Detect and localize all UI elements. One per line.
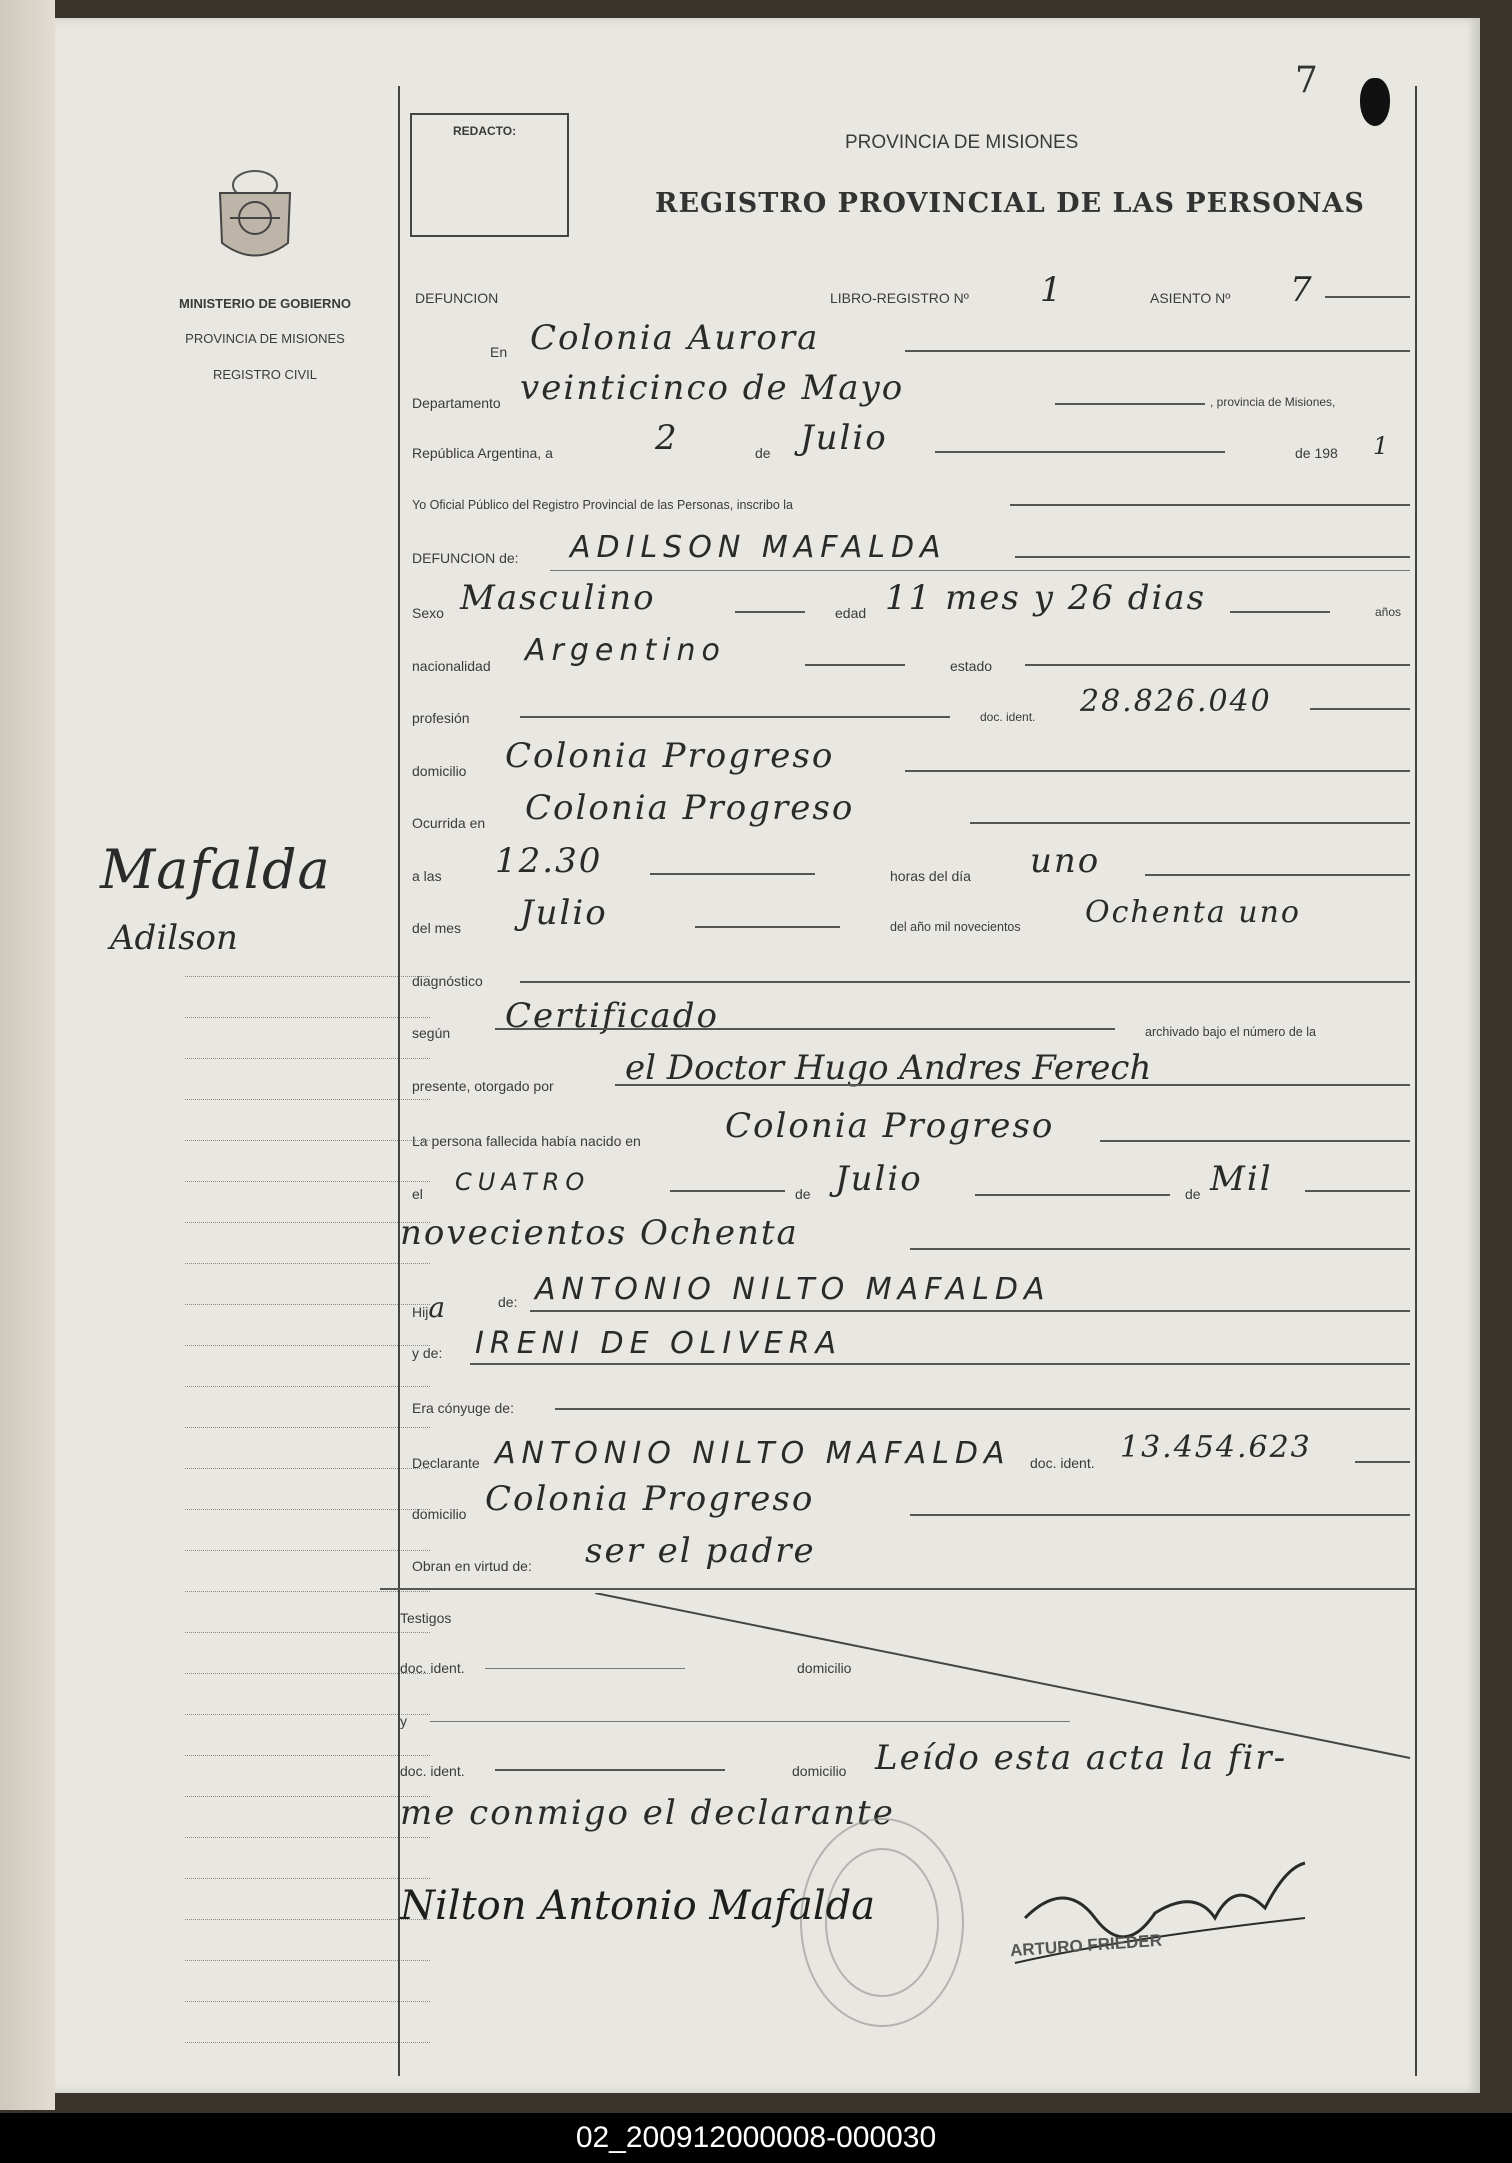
en-value: Colonia Aurora (530, 318, 820, 358)
libro-label: LIBRO-REGISTRO Nº (830, 290, 969, 306)
row-rule (1230, 611, 1330, 613)
archivado-label: archivado bajo el número de la (1145, 1025, 1316, 1039)
anio-value: 1 (1373, 432, 1391, 460)
declarante-doc-label: doc. ident. (1030, 1455, 1095, 1471)
departamento-label: Departamento (412, 395, 501, 411)
form-right-border (1415, 86, 1417, 2076)
row-rule (1015, 556, 1410, 558)
row-rule (975, 1194, 1170, 1196)
row-rule (550, 570, 1410, 571)
del-mes-value: Julio (520, 893, 608, 933)
official-name-stamp: ARTURO FRIEDER (1009, 1930, 1163, 1961)
provincia-suffix: , provincia de Misiones, (1210, 395, 1336, 409)
coat-of-arms-emblem (210, 163, 300, 273)
header-title: REGISTRO PROVINCIAL DE LAS PERSONAS (655, 188, 1365, 219)
ocurrida-value: Colonia Progreso (525, 788, 855, 828)
document-page (55, 18, 1480, 2093)
y-de-label: y de: (412, 1345, 443, 1361)
row-rule (615, 1084, 1410, 1086)
registry-label-left: REGISTRO CIVIL (212, 367, 318, 382)
t-doc-label: doc. ident. (400, 1660, 465, 1676)
row-rule (650, 873, 815, 875)
defuncion-de-value: ADILSON MAFALDA (570, 530, 947, 565)
row-rule (1010, 504, 1410, 506)
row-rule (520, 981, 1410, 983)
hijo-suffix: a (428, 1291, 448, 1324)
de4-value: Mil (1210, 1159, 1273, 1199)
republica-label: República Argentina, a (412, 445, 553, 461)
asiento-label: ASIENTO Nº (1150, 290, 1231, 306)
sexo-value: Masculino (460, 578, 656, 618)
t-dom-label: domicilio (797, 1660, 852, 1676)
margin-note-name2: Adilson (110, 918, 238, 958)
segun-label: según (412, 1025, 451, 1041)
de3-value: Julio (835, 1159, 923, 1199)
row-rule (1145, 874, 1410, 876)
diagnostico-label: diagnóstico (412, 973, 483, 989)
oficial-text: Yo Oficial Público del Registro Provincial de las Personas, inscribo la (412, 498, 793, 512)
dia-value: 2 (655, 418, 679, 458)
row-rule (470, 1363, 1410, 1365)
row-rule (1025, 664, 1410, 666)
ministry-label: MINISTERIO DE GOBIERNO (179, 296, 351, 311)
hijo-de-value: ANTONIO NILTO MAFALDA (535, 1272, 1051, 1307)
edad-value: 11 mes y 26 dias (885, 578, 1207, 618)
nacionalidad-value: Argentino (525, 633, 726, 668)
horas-value: uno (1030, 841, 1101, 881)
conyuge-label: Era cónyuge de: (412, 1400, 514, 1416)
row-rule (1355, 1461, 1410, 1463)
de4-label: de (1185, 1186, 1201, 1202)
row-rule (970, 822, 1410, 824)
anios-label: años (1375, 605, 1402, 619)
ink-blot (1360, 78, 1390, 126)
margin-note-name: Mafalda (100, 838, 331, 901)
edad-label: edad (835, 605, 867, 621)
hijo-label (412, 1291, 447, 1324)
defuncion-label: DEFUNCION (415, 290, 499, 306)
signature-declarante: Nilton Antonio Mafalda (400, 1883, 876, 1929)
doc-ident-value: 28.826.040 (1080, 684, 1272, 719)
header-province: PROVINCIA DE MISIONES (845, 132, 1079, 153)
sexo-label: Sexo (412, 605, 444, 621)
province-label-left: PROVINCIA DE MISIONES (185, 331, 345, 346)
row-rule (1310, 708, 1410, 710)
row-rule (485, 1668, 685, 1669)
redacto-label: REDACTO: (453, 124, 517, 138)
obran-label: Obran en virtud de: (412, 1558, 532, 1574)
del-anio-label: del año mil novecientos (890, 920, 1021, 934)
presente-value: el Doctor Hugo Andres Ferech (625, 1048, 1152, 1088)
segun-value: Certificado (505, 996, 719, 1036)
a-las-label: a las (412, 868, 442, 884)
t2-doc-label: doc. ident. (400, 1763, 465, 1779)
row-rule (1325, 296, 1410, 298)
leido2-value: me conmigo el declarante (400, 1793, 895, 1833)
row-rule (805, 664, 905, 666)
domicilio-label: domicilio (412, 763, 467, 779)
row-rule (670, 1190, 785, 1192)
leido-value: Leído esta acta la fir- (875, 1738, 1288, 1778)
ocurrida-label: Ocurrida en (412, 815, 486, 831)
y-de-value: IRENI DE OLIVERA (475, 1326, 843, 1361)
domicilio-value: Colonia Progreso (505, 736, 835, 776)
obran-value: ser el padre (585, 1531, 816, 1571)
nacido-value: Colonia Progreso (725, 1106, 1055, 1146)
left-page-edge (0, 0, 55, 2110)
de-label: de (755, 445, 771, 461)
footer-caption: 02_200912000008-000030 (0, 2113, 1512, 2163)
row-rule (905, 350, 1410, 352)
a-las-value: 12.30 (495, 841, 603, 881)
departamento-value: veinticinco de Mayo (520, 368, 905, 408)
row-rule (555, 1408, 1410, 1410)
horas-label: horas del día (890, 868, 971, 884)
nacido-label: La persona fallecida había nacido en (412, 1133, 641, 1149)
row-rule (935, 451, 1225, 453)
row-rule (695, 926, 840, 928)
de2-label: de 198 (1295, 445, 1338, 461)
hijo-de-label: de: (498, 1294, 518, 1310)
declarante-value: ANTONIO NILTO MAFALDA (495, 1436, 1011, 1471)
row-rule (530, 1310, 1410, 1312)
doc-ident-label: doc. ident. (980, 710, 1036, 724)
asiento-value: 7 (1290, 270, 1314, 310)
novecientos-value: novecientos Ochenta (400, 1213, 799, 1253)
section-separator (380, 1588, 1415, 1590)
del-mes-label: del mes (412, 920, 462, 936)
declarante-doc-value: 13.454.623 (1120, 1430, 1312, 1465)
declarante-dom-label: domicilio (412, 1506, 467, 1522)
el-value: CUATRO (455, 1168, 591, 1196)
row-rule (910, 1514, 1410, 1516)
row-rule (520, 716, 950, 718)
y-label: y (400, 1713, 407, 1729)
hijo-label-text: Hij (412, 1304, 429, 1320)
declarante-dom-value: Colonia Progreso (485, 1479, 815, 1519)
de3-label: de (795, 1186, 811, 1202)
declarante-label: Declarante (412, 1455, 480, 1471)
mes-value: Julio (800, 418, 888, 458)
estado-label: estado (950, 658, 993, 674)
presente-label: presente, otorgado por (412, 1078, 554, 1094)
el-label: el (412, 1186, 423, 1202)
row-rule (495, 1028, 1115, 1030)
testigos-label: Testigos (400, 1610, 452, 1626)
profesion-label: profesión (412, 710, 470, 726)
del-anio-value: Ochenta uno (1085, 895, 1301, 930)
row-rule (1055, 403, 1205, 405)
libro-value: 1 (1040, 270, 1064, 310)
row-rule (910, 1248, 1410, 1250)
row-rule (735, 611, 805, 613)
row-rule (1305, 1190, 1410, 1192)
row-rule (1100, 1140, 1410, 1142)
row-rule (495, 1769, 725, 1771)
row-rule (430, 1721, 1070, 1722)
t2-dom-label: domicilio (792, 1763, 847, 1779)
defuncion-de-label: DEFUNCION de: (412, 550, 519, 566)
page-number: 7 (1295, 60, 1318, 101)
en-label: En (490, 344, 508, 360)
row-rule (905, 770, 1410, 772)
nacionalidad-label: nacionalidad (412, 658, 491, 674)
